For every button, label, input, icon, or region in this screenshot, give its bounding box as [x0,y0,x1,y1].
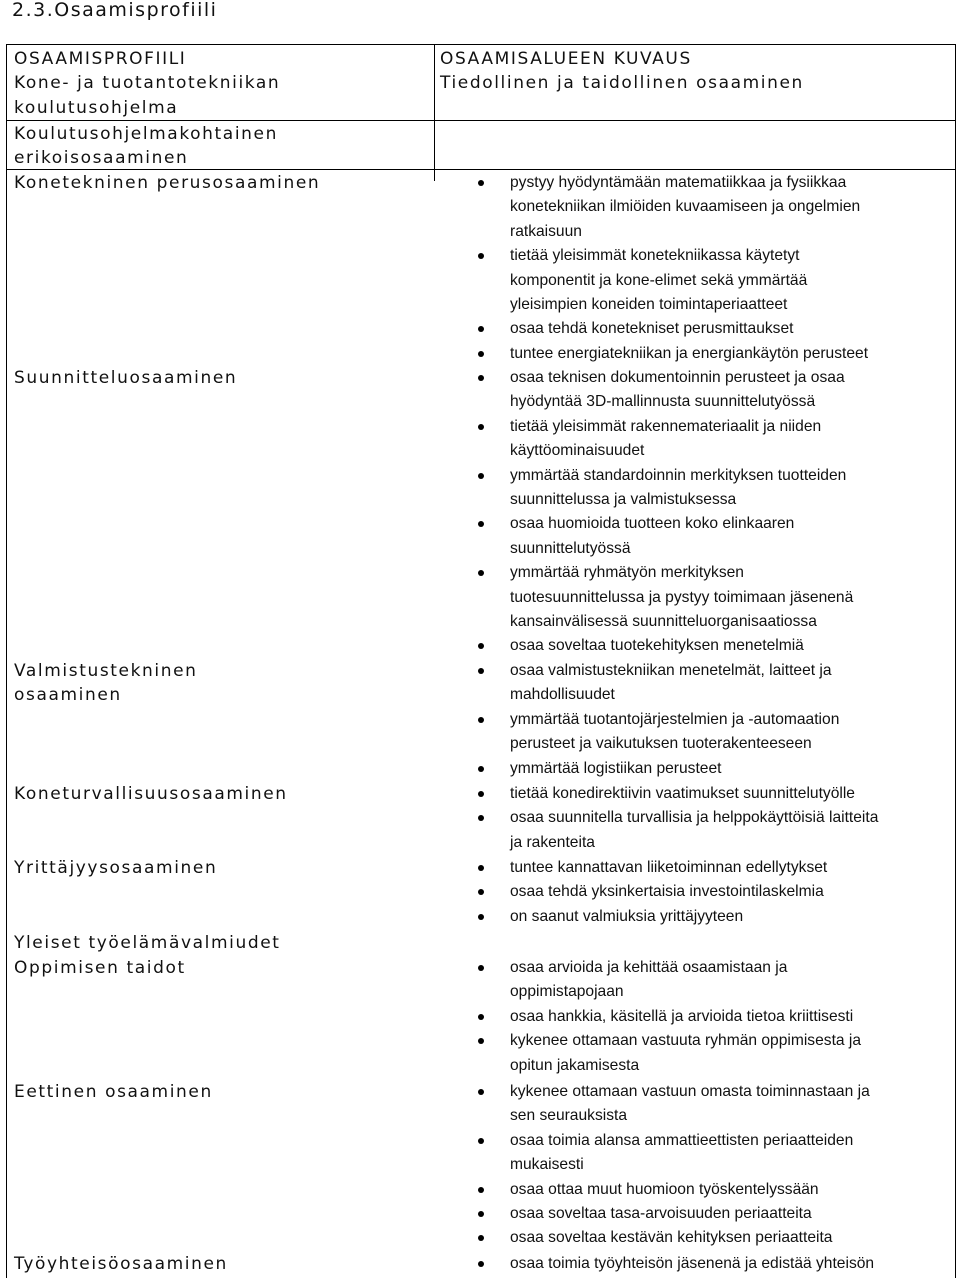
bullet-icon [478,570,484,576]
bullet-icon [478,1138,484,1144]
section-label: Yrittäjyysosaaminen [14,858,218,878]
header-divider [7,120,955,121]
list-item: osaa toimia työyhteisön jäsenenä ja edistää yhteisön [510,1252,955,1276]
header-left-line-3: koulutusohjelma [14,97,179,118]
list-item: ymmärtää ryhmätyön merkityksen tuotesuunnittelussa ja pystyy toimimaan jäsenenä kansainvälisessä suunnitteluorganisaatiossa [510,561,955,634]
bullet-icon [478,375,484,381]
header-right-line-1: OSAAMISALUEEN KUVAUS [440,49,692,69]
section-bullet-list [510,856,955,929]
list-item: osaa suunnitella turvallisia ja helppokäyttöisiä laitteita ja rakenteita [510,806,955,855]
list-item: osaa hankkia, käsitellä ja arvioida tietoa kriittisesti [510,1005,955,1029]
section-bullet-list [510,782,955,855]
list-item: osaa soveltaa kestävän kehityksen periaatteita [510,1226,955,1250]
bullet-icon [478,643,484,649]
bullet-icon [478,914,484,920]
header-right-line-2: Tiedollinen ja taidollinen osaaminen [440,73,804,94]
specialization-line-1: Koulutusohjelmakohtainen [14,124,278,144]
section-label: Oppimisen taidot [14,958,186,978]
bullet-icon [478,791,484,797]
bullet-icon [478,1187,484,1193]
specialization-divider [7,169,955,170]
list-item: pystyy hyödyntämään matematiikkaa ja fysiikkaa konetekniikan ilmiöiden kuvaamiseen ja ongelmien ratkaisuun [510,171,955,244]
header-left-line-2: Kone- ja tuotantotekniikan [14,73,281,94]
bullet-icon [478,180,484,186]
header-left-line-1: OSAAMISPROFIILI [14,49,187,69]
list-item: ymmärtää tuotantojärjestelmien ja -automaation perusteet ja vaikutuksen tuoterakenteeseen [510,708,955,757]
section-bullet-list [510,1252,955,1276]
list-item: kykenee ottamaan vastuun omasta toiminnastaan ja sen seurauksista [510,1080,955,1129]
section-label: Koneturvallisuusosaaminen [14,784,288,804]
section-bullet-list [510,1080,955,1251]
list-item: tuntee kannattavan liiketoiminnan edellytykset [510,856,955,880]
list-item: ymmärtää logistiikan perusteet [510,757,955,781]
bullet-icon [478,889,484,895]
section-label: Työyhteisöosaaminen [14,1254,228,1274]
bullet-icon [478,865,484,871]
list-item: tuntee energiatekniikan ja energiankäytön perusteet [510,342,955,366]
bullet-icon [478,1089,484,1095]
bullet-icon [478,253,484,259]
list-item: osaa ottaa muut huomioon työskentelyssään [510,1178,955,1202]
list-item: osaa tehdä yksinkertaisia investointilaskelmia [510,880,955,904]
list-item: osaa valmistustekniikan menetelmät, laitteet ja mahdollisuudet [510,659,955,708]
competence-profile-table [6,44,956,1278]
section-label: Suunnitteluosaaminen [14,368,238,388]
bullet-icon [478,668,484,674]
section-label: Konetekninen perusosaaminen [14,173,321,193]
section-bullet-list [510,956,955,1078]
bullet-icon [478,717,484,723]
bullet-icon [478,1211,484,1217]
bullet-icon [478,1261,484,1267]
list-item: osaa soveltaa tuotekehityksen menetelmiä [510,634,955,658]
list-item: osaa huomioida tuotteen koko elinkaaren suunnittelutyössä [510,512,955,561]
section-label-line-1: Valmistustekninen [14,661,198,681]
column-divider [434,45,435,181]
bullet-icon [478,815,484,821]
bullet-icon [478,424,484,430]
list-item: tietää konedirektiivin vaatimukset suunnittelutyölle [510,782,955,806]
bullet-icon [478,521,484,527]
list-item: on saanut valmiuksia yrittäjyyteen [510,905,955,929]
bullet-icon [478,1038,484,1044]
section-bullet-list [510,171,955,366]
list-item: ymmärtää standardoinnin merkityksen tuotteiden suunnittelussa ja valmistuksessa [510,464,955,513]
list-item: osaa toimia alansa ammattieettisten periaatteiden mukaisesti [510,1129,955,1178]
section-bullet-list [510,366,955,659]
section-label: Eettinen osaaminen [14,1082,213,1102]
bullet-icon [478,326,484,332]
list-item: osaa arvioida ja kehittää osaamistaan ja oppimistapojaan [510,956,955,1005]
specialization-line-2: erikoisosaaminen [14,148,189,169]
list-item: tietää yleisimmät konetekniikassa käytetyt komponentit ja kone-elimet sekä ymmärtää yleisimpien koneiden toimintaperiaatteet [510,244,955,317]
bullet-icon [478,1235,484,1241]
list-item: osaa tehdä konetekniset perusmittaukset [510,317,955,341]
bullet-icon [478,351,484,357]
section-bullet-list [510,659,955,781]
bullet-icon [478,473,484,479]
list-item: osaa teknisen dokumentoinnin perusteet ja osaa hyödyntää 3D-mallinnusta suunnittelutyössä [510,366,955,415]
list-item: kykenee ottamaan vastuuta ryhmän oppimisesta ja opitun jakamisesta [510,1029,955,1078]
section-label: Yleiset työelämävalmiudet [14,933,281,953]
bullet-icon [478,965,484,971]
list-item: osaa soveltaa tasa-arvoisuuden periaatteita [510,1202,955,1226]
bullet-icon [478,766,484,772]
page-heading: 2.3.Osaamisprofiili [12,0,218,21]
section-label-line-2: osaaminen [14,685,122,706]
list-item: tietää yleisimmät rakennemateriaalit ja niiden käyttöominaisuudet [510,415,955,464]
bullet-icon [478,1014,484,1020]
